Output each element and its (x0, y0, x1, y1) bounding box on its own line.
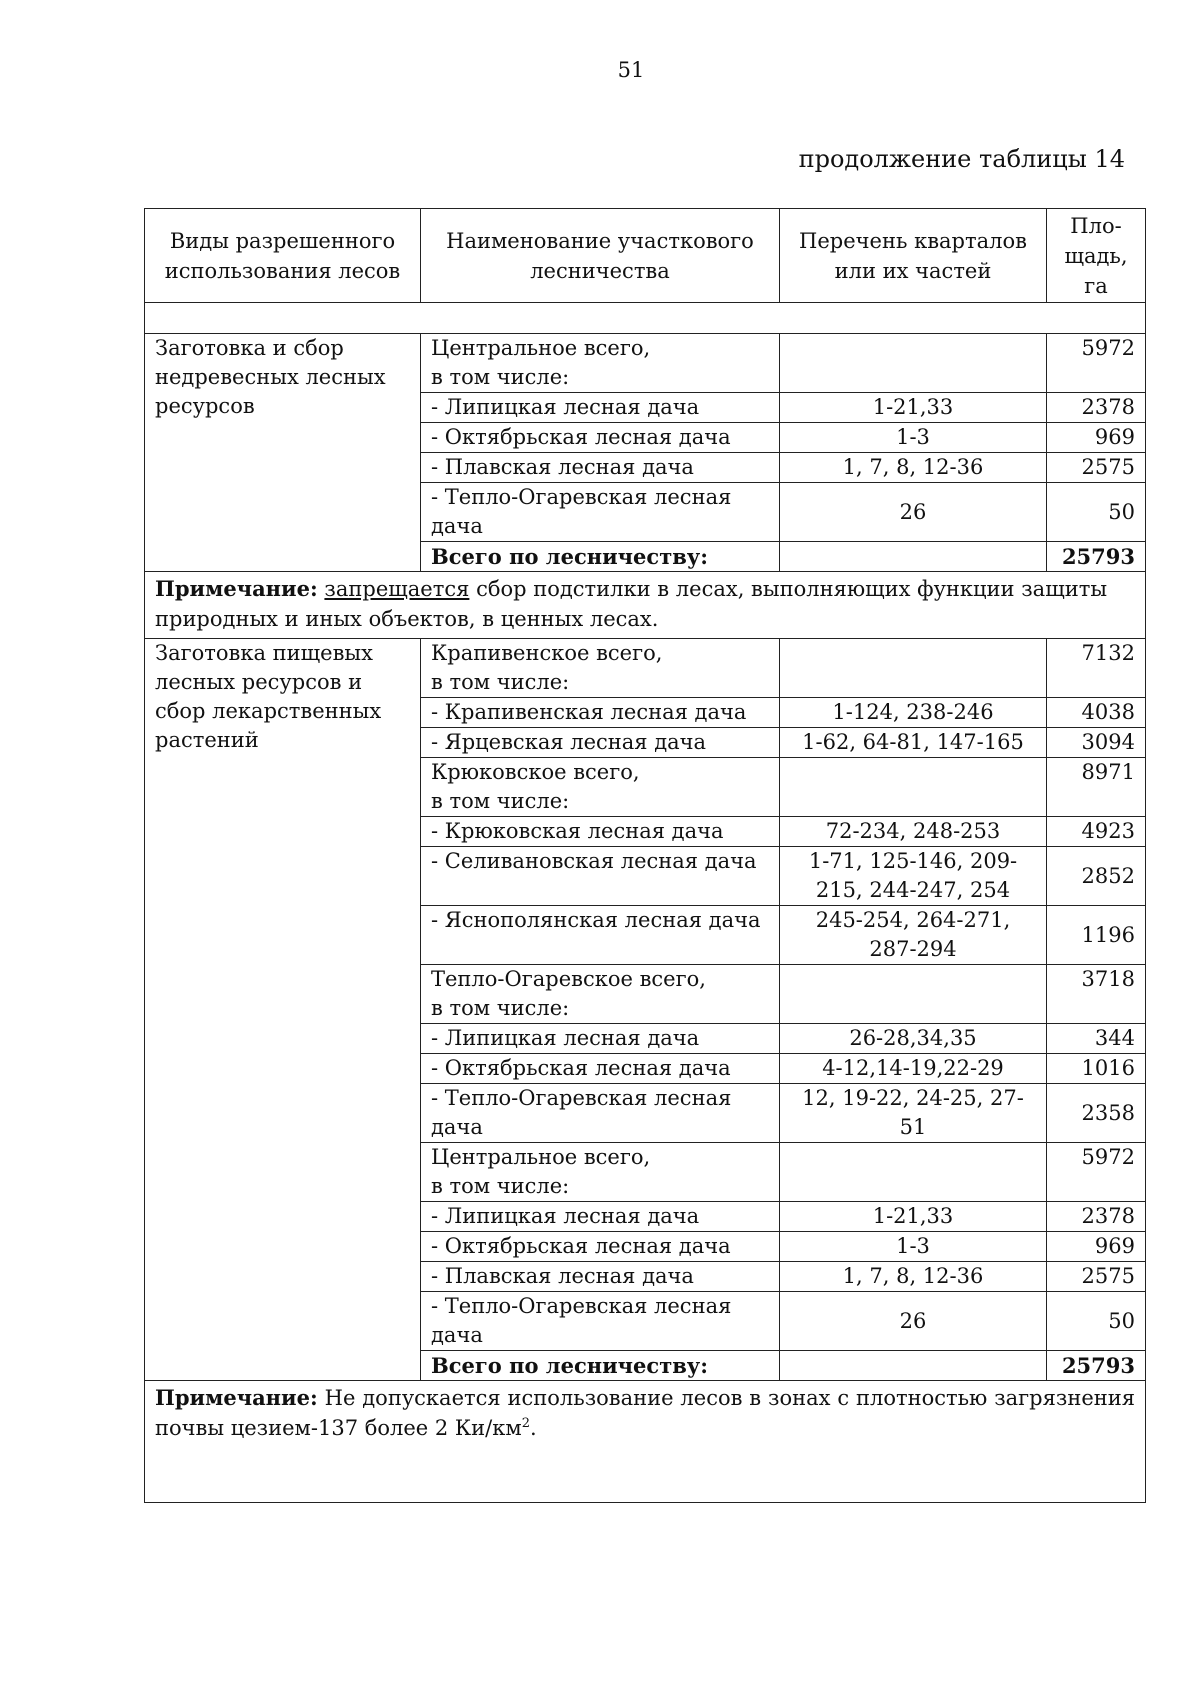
forestry-name: - Крапивенская лесная дача (421, 698, 780, 728)
quarters-cell: 1-21,33 (780, 393, 1047, 423)
quarters-cell: 26 (780, 1292, 1047, 1351)
note-2: Примечание: Не допускается использование лесов в зонах с плотностью загрязнения почвы цезием-137 более 2 $Ки/км^2$. (145, 1381, 1146, 1503)
quarters-cell: 4-12,14-19,22-29 (780, 1054, 1047, 1084)
area-cell: 2378 (1047, 393, 1146, 423)
note-row (145, 572, 1146, 639)
forestry-name: Крапивенское всего, в том числе: (421, 639, 780, 698)
note-row (145, 1381, 1146, 1503)
area-cell: 2575 (1047, 453, 1146, 483)
header-quarters: Перечень кварталов или их частей (780, 209, 1047, 303)
table-continuation-caption: продолжение таблицы 14 (798, 145, 1125, 173)
area-cell: 1196 (1047, 906, 1146, 965)
page-number: 51 (617, 58, 645, 82)
area-cell: 2378 (1047, 1202, 1146, 1232)
quarters-cell: 1, 7, 8, 12-36 (780, 1262, 1047, 1292)
forestry-name: - Липицкая лесная дача (421, 393, 780, 423)
quarters-cell (780, 1143, 1047, 1202)
forest-use-table (144, 208, 1146, 1503)
quarters-cell: 1-71, 125-146, 209-215, 244-247, 254 (780, 847, 1047, 906)
forestry-name: Центральное всего, в том числе: (421, 334, 780, 393)
forestry-name: Крюковское всего, в том числе: (421, 758, 780, 817)
area-cell: 50 (1047, 483, 1146, 542)
quarters-cell: 12, 19-22, 24-25, 27-51 (780, 1084, 1047, 1143)
forestry-name: - Селивановская лесная дача (421, 847, 780, 906)
forestry-name: - Липицкая лесная дача (421, 1202, 780, 1232)
empty-row (145, 303, 1146, 334)
total-label: Всего по лесничеству: (421, 542, 780, 572)
quarters-cell: 26 (780, 483, 1047, 542)
use-type-cell: Заготовка пищевых лесных ресурсов и сбор лекарственных растений (145, 639, 421, 1381)
area-cell: 7132 (1047, 639, 1146, 698)
forestry-name: Тепло-Огаревское всего, в том числе: (421, 965, 780, 1024)
area-cell: 969 (1047, 1232, 1146, 1262)
quarters-cell: 245-254, 264-271, 287-294 (780, 906, 1047, 965)
forestry-name: - Октябрьская лесная дача (421, 423, 780, 453)
header-forestry: Наименование участкового лесничества (421, 209, 780, 303)
total-area: 25793 (1047, 1351, 1146, 1381)
forestry-name: - Крюковская лесная дача (421, 817, 780, 847)
quarters-cell (780, 758, 1047, 817)
forestry-name: - Плавская лесная дача (421, 453, 780, 483)
area-cell: 2852 (1047, 847, 1146, 906)
area-cell: 969 (1047, 423, 1146, 453)
area-cell: 2358 (1047, 1084, 1146, 1143)
quarters-cell: 1, 7, 8, 12-36 (780, 453, 1047, 483)
forestry-name: - Тепло-Огаревская лесная дача (421, 1084, 780, 1143)
forestry-name: - Ярцевская лесная дача (421, 728, 780, 758)
area-cell: 3718 (1047, 965, 1146, 1024)
quarters-cell (780, 965, 1047, 1024)
header-use-type: Виды разрешенного использования лесов (145, 209, 421, 303)
total-area: 25793 (1047, 542, 1146, 572)
area-cell: 5972 (1047, 1143, 1146, 1202)
quarters-cell (780, 639, 1047, 698)
quarters-cell: 1-21,33 (780, 1202, 1047, 1232)
forestry-name: Центральное всего, в том числе: (421, 1143, 780, 1202)
forestry-name: - Тепло-Огаревская лесная дача (421, 483, 780, 542)
total-label: Всего по лесничеству: (421, 1351, 780, 1381)
quarters-cell: 1-62, 64-81, 147-165 (780, 728, 1047, 758)
forestry-name: - Тепло-Огаревская лесная дача (421, 1292, 780, 1351)
use-type-cell: Заготовка и сбор недревесных лесных ресурсов (145, 334, 421, 572)
area-cell: 3094 (1047, 728, 1146, 758)
quarters-cell: 26-28,34,35 (780, 1024, 1047, 1054)
table-row (145, 639, 1146, 698)
area-cell: 1016 (1047, 1054, 1146, 1084)
table-row (145, 334, 1146, 393)
area-cell: 2575 (1047, 1262, 1146, 1292)
quarters-cell: 72-234, 248-253 (780, 817, 1047, 847)
quarters-cell: 1-3 (780, 1232, 1047, 1262)
forestry-name: - Плавская лесная дача (421, 1262, 780, 1292)
area-cell: 8971 (1047, 758, 1146, 817)
forestry-name: - Яснополянская лесная дача (421, 906, 780, 965)
note-1: Примечание: запрещается сбор подстилки в лесах, выполняющих функции защиты природных и иных объектов, в ценных лесах. (145, 572, 1146, 639)
header-row (145, 209, 1146, 303)
area-cell: 5972 (1047, 334, 1146, 393)
area-cell: 4038 (1047, 698, 1146, 728)
quarters-cell: 1-124, 238-246 (780, 698, 1047, 728)
area-cell: 50 (1047, 1292, 1146, 1351)
forestry-name: - Октябрьская лесная дача (421, 1054, 780, 1084)
forestry-name: - Октябрьская лесная дача (421, 1232, 780, 1262)
forestry-name: - Липицкая лесная дача (421, 1024, 780, 1054)
area-cell: 4923 (1047, 817, 1146, 847)
quarters-cell: 1-3 (780, 423, 1047, 453)
area-cell: 344 (1047, 1024, 1146, 1054)
header-area: Пло-щадь, га (1047, 209, 1146, 303)
quarters-cell (780, 334, 1047, 393)
